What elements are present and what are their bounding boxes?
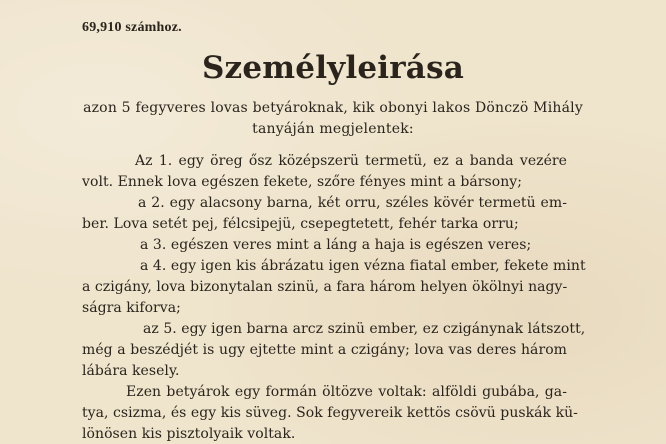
document-title: Személyleirása	[201, 50, 465, 86]
paragraph-4-line-1: a 4. egy igen kis ábrázatu igen vézna fiatal ember, fekete mint	[140, 258, 586, 274]
paragraph-5-line-3: lábára kesely.	[82, 363, 180, 379]
paragraph-2-line-1: a 2. egy alacsony barna, két orru, széles kövér termetü em-	[138, 195, 567, 211]
reference-number: 69,910 számhoz.	[82, 20, 182, 35]
paragraph-5-line-1: az 5. egy igen barna arcz szinü ember, ez czigánynak látszott,	[143, 321, 586, 337]
paragraph-5-line-2: még a beszédjét is ugy ejtette mint a czigány; lova vas deres három	[82, 342, 567, 358]
paragraph-4-line-2: a czigány, lova bizonytalan szinü, a fara három helyen ökölnyi nagy-	[82, 279, 568, 295]
paragraph-2-line-2: ber. Lova setét pej, félcsipejü, csepegtetett, fehér tarka orru;	[82, 216, 519, 232]
paragraph-6-line-1: Ezen betyárok egy formán öltözve voltak: alföldi gubába, ga-	[126, 384, 567, 400]
paragraph-1-line-1: Az 1. egy öreg ősz középszerü termetü, ez a banda vezére	[135, 153, 567, 169]
paragraph-4-line-3: ságra kiforva;	[82, 300, 181, 316]
paragraph-6-line-2: tya, csizma, és egy kis süveg. Sok fegyvereik kettös csövü puskák kü-	[82, 405, 578, 421]
subtitle-line-1: azon 5 fegyveres lovas betyároknak, kik obonyi lakos Dönczö Mihály	[83, 100, 583, 116]
subtitle-line-2: tanyáján megjelentek:	[252, 121, 414, 137]
paragraph-1-line-2: volt. Ennek lova egészen fekete, szőre fényes mint a bársony;	[82, 174, 522, 190]
paragraph-6-line-3: lönösen kis pisztolyaik voltak.	[82, 426, 296, 442]
paragraph-3-line-1: a 3. egészen veres mint a láng a haja is egészen veres;	[140, 237, 532, 253]
